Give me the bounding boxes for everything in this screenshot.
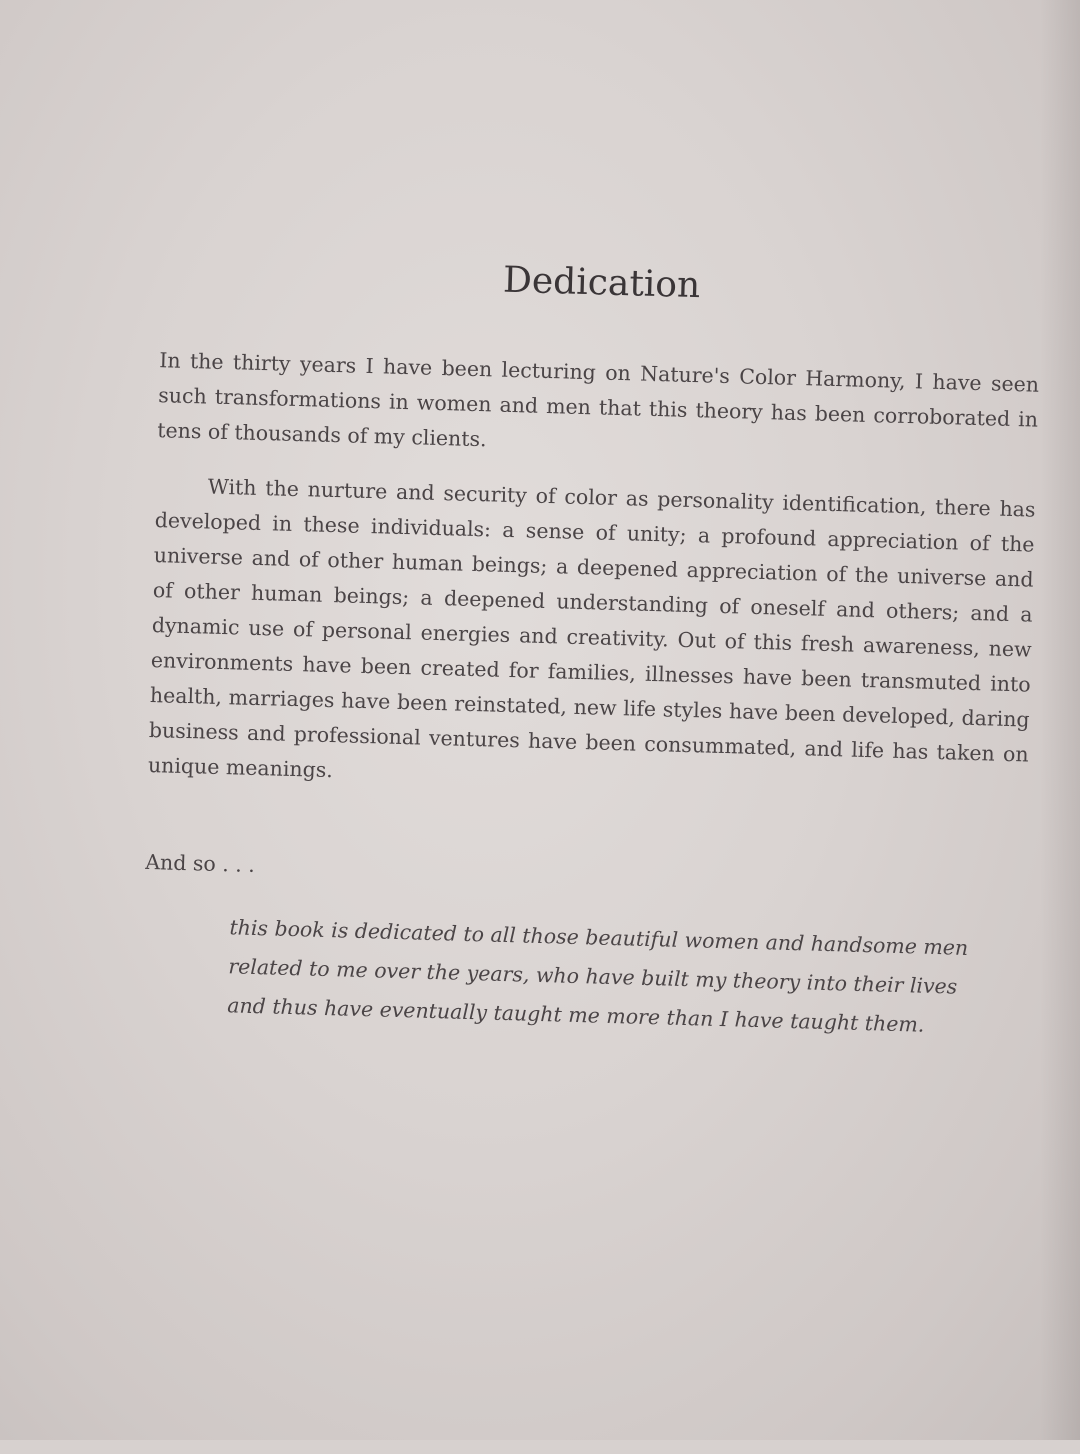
transition-text: And so . . . bbox=[144, 849, 256, 877]
body-paragraph: With the nurture and security of color as personality identification, there has developed in these individuals: a sense of unity; a profound appreciation of the universe and of other human beings; a deepened appreciation of the universe and of other human beings; a deepened understanding of oneself and others; and a dynamic use of personal energies and creativity. Out of this fresh awareness, new environments have been created for families, illnesses have been transmuted into health, marriages have been reinstated, new life styles have been developed, daring business and professional ventures have been consummated, and life has taken on unique meanings. bbox=[147, 474, 1036, 783]
page-title: Dedication bbox=[502, 259, 701, 307]
intro-paragraph: In the thirty years I have been lecturing on Nature's Color Harmony, I have seen such transformations in women and men that this theory has been corroborated in tens of thousands of my clients. bbox=[157, 348, 1040, 452]
dedication-quote: this book is dedicated to all those beautiful women and handsome men related to me over the years, who have built my theory into their lives and thus have eventually taught me more than I have taught them. bbox=[227, 915, 969, 1037]
